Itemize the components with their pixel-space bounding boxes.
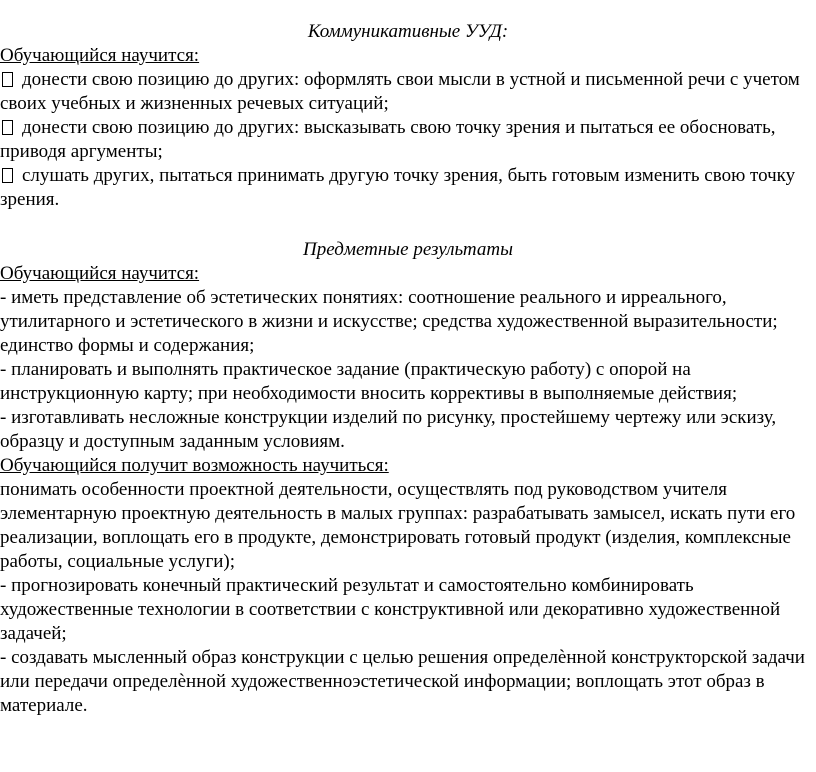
bullet-box-icon bbox=[2, 72, 13, 87]
bullet-box-icon bbox=[2, 120, 13, 135]
subject-subhead-opportunity: Обучающийся получит возможность научиться: bbox=[0, 455, 389, 476]
learn-item: - изготавливать несложные конструкции изделий по рисунку, простейшему чертежу или эскизу, образцу и доступным заданным условиям. bbox=[0, 407, 777, 452]
communicative-item: донести свою позицию до других: высказывать свою точку зрения и пытаться ее обосновать, приводя аргументы; bbox=[0, 117, 776, 162]
subject-title: Предметные результаты bbox=[303, 239, 513, 260]
learn-item: - планировать и выполнять практическое задание (практическую работу) с опорой на инструкционную карту; при необходимости вносить коррективы в выполняемые действия; bbox=[0, 359, 738, 404]
opportunity-item: - создавать мысленный образ конструкции с целью решения определѐнной конструкторской задачи или передачи определѐнной художественноэстетической информации; воплощать этот образ в материале. bbox=[0, 647, 805, 716]
communicative-item: донести свою позицию до других: оформлять свои мысли в устной и письменной речи с учетом своих учебных и жизненных речевых ситуаций; bbox=[0, 69, 800, 114]
document-page bbox=[0, 20, 816, 718]
subject-subhead-learn: Обучающийся научится: bbox=[0, 263, 200, 284]
opportunity-item: понимать особенности проектной деятельности, осуществлять под руководством учителя элементарную проектную деятельность в малых группах: разрабатывать замысел, искать пути его реализации, воплощать его в продукте, демонстрировать готовый продукт (изделия, комплексные работы, социальные услуги); bbox=[0, 479, 796, 572]
communicative-title: Коммуникативные УУД: bbox=[307, 21, 509, 42]
learn-item: - иметь представление об эстетических понятиях: соотношение реального и ирреального, утилитарного и эстетического в жизни и искусстве; средства художественной выразительности; единство формы и содержания; bbox=[0, 287, 778, 356]
communicative-item: слушать других, пытаться принимать другую точку зрения, быть готовым изменить свою точку зрения. bbox=[0, 165, 796, 210]
communicative-subhead: Обучающийся научится: bbox=[0, 45, 200, 66]
bullet-box-icon bbox=[2, 168, 13, 183]
opportunity-item: - прогнозировать конечный практический результат и самостоятельно комбинировать художественные технологии в соответствии с конструктивной или декоративно художественной задачей; bbox=[0, 575, 781, 644]
